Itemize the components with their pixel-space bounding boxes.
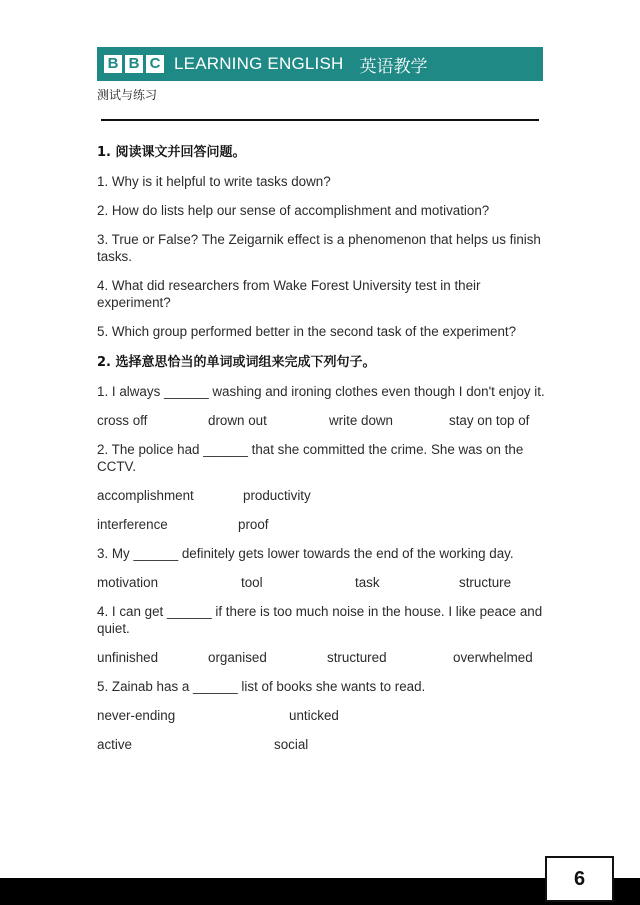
option: interference bbox=[97, 517, 168, 532]
footer-bar bbox=[0, 878, 640, 905]
fill-in-question: 4. I can get ______ if there is too much noise in the house. I like peace and quiet. bbox=[97, 604, 543, 636]
bbc-logo-letter: B bbox=[104, 55, 122, 73]
option: write down bbox=[329, 413, 394, 428]
header-title: LEARNING ENGLISH bbox=[174, 54, 344, 73]
question: 1. Why is it helpful to write tasks down? bbox=[97, 174, 331, 189]
option: drown out bbox=[208, 413, 267, 428]
fill-in-question: 1. I always ______ washing and ironing clothes even though I don't enjoy it. bbox=[97, 384, 545, 399]
option-row bbox=[97, 516, 545, 533]
option: productivity bbox=[243, 488, 311, 503]
option: active bbox=[97, 737, 132, 752]
option: structured bbox=[327, 650, 387, 665]
option: organised bbox=[208, 650, 267, 665]
option: cross off bbox=[97, 413, 148, 428]
option: accomplishment bbox=[97, 488, 194, 503]
option: unfinished bbox=[97, 650, 159, 665]
option: social bbox=[274, 737, 309, 752]
option: stay on top of bbox=[449, 413, 530, 428]
option-row bbox=[97, 487, 545, 504]
question: 5. Which group performed better in the second task of the experiment? bbox=[97, 324, 517, 339]
fill-in-question: 5. Zainab has a ______ list of books she wants to read. bbox=[97, 679, 426, 694]
divider bbox=[101, 119, 539, 121]
page-number: 6 bbox=[545, 856, 614, 902]
option: task bbox=[355, 575, 380, 590]
option: never-ending bbox=[97, 708, 176, 723]
option-row bbox=[97, 736, 545, 753]
bbc-logo-letter: C bbox=[146, 55, 164, 73]
question: 2. How do lists help our sense of accomplishment and motivation? bbox=[97, 203, 490, 218]
header-title-cn: 英语教学 bbox=[359, 56, 428, 76]
worksheet-content bbox=[97, 140, 545, 765]
header-bar bbox=[97, 47, 543, 81]
question: 4. What did researchers from Wake Forest University test in their experiment? bbox=[97, 278, 481, 310]
option-row bbox=[97, 649, 545, 666]
option-row bbox=[97, 412, 545, 429]
option-row bbox=[97, 707, 545, 724]
section-2-title: 2. 选择意思恰当的单词或词组来完成下列句子。 bbox=[97, 355, 376, 370]
option: motivation bbox=[97, 575, 159, 590]
section-1-title: 1. 阅读课文并回答问题。 bbox=[97, 145, 246, 160]
question: 3. True or False? The Zeigarnik effect is a phenomenon that helps us finish tasks. bbox=[97, 232, 541, 264]
bbc-logo-letter: B bbox=[125, 55, 143, 73]
option: proof bbox=[238, 517, 269, 532]
option: structure bbox=[459, 575, 512, 590]
option-row bbox=[97, 574, 545, 591]
option: tool bbox=[241, 575, 263, 590]
fill-in-question: 3. My ______ definitely gets lower towards the end of the working day. bbox=[97, 546, 514, 561]
option: overwhelmed bbox=[453, 650, 533, 665]
fill-in-question: 2. The police had ______ that she committed the crime. She was on the CCTV. bbox=[97, 442, 524, 474]
bbc-logo bbox=[104, 55, 167, 73]
page-subtitle: 测试与练习 bbox=[97, 88, 158, 102]
option: unticked bbox=[289, 708, 339, 723]
